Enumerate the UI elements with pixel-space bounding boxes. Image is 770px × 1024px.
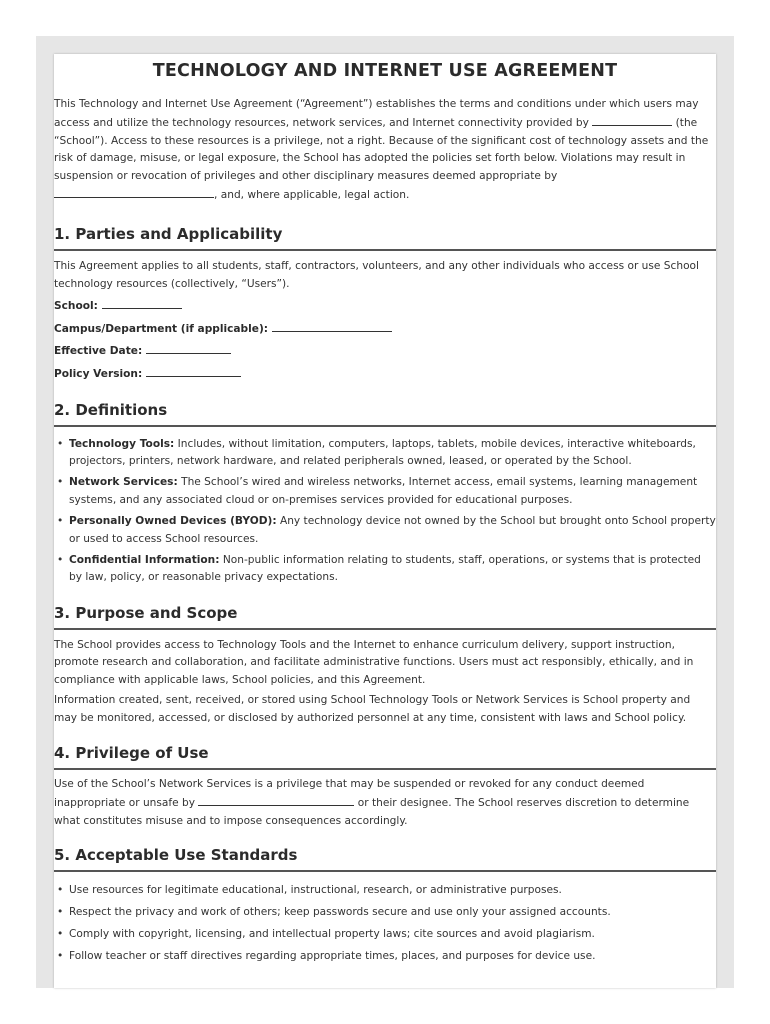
intro-text-2: (the “School”). Access to these resources is a privilege, not a right. Because of the significant cost of technology assets and the risk of damage, misuse, or legal exposure, the School has adopted the policies set forth below. Violations may result in suspension or revocation of privileges and other disciplinary measures deemed appropriate by: [54, 117, 709, 182]
intro-text-1: This Technology and Internet Use Agreement (“Agreement”) establishes the terms and conditions under which users may access and utilize the technology resources, network services, and Internet connectivity provided by: [54, 98, 699, 130]
intro-paragraph: [54, 96, 716, 204]
definition-term: Personally Owned Devices (BYOD):: [69, 515, 277, 528]
acceptable-use-text: Follow teacher or staff directives regarding appropriate times, places, and purposes for device use.: [69, 950, 596, 963]
definition-text: Includes, without limitation, computers, laptops, tablets, mobile devices, interactive whiteboards, projectors, printers, network hardware, and related peripherals owned, leased, or operated by the School.: [69, 437, 696, 468]
definition-item: [54, 513, 716, 548]
intro-text-3: , and, where applicable, legal action.: [214, 189, 410, 202]
section-1-text: This Agreement applies to all students, staff, contractors, volunteers, and any other individuals who access or use School technology resources (collectively, “Users”).: [54, 260, 699, 290]
section-4-paragraph: [54, 776, 716, 830]
definition-text: The School’s wired and wireless networks, Internet access, email systems, learning management systems, and any associated cloud or on-premises services provided for educational purposes.: [69, 476, 698, 506]
definition-text: Non-public information relating to students, staff, operations, or systems that is protected by law, policy, or reasonable privacy expectations.: [69, 554, 701, 584]
definition-term: Technology Tools:: [69, 437, 175, 450]
definition-term: Network Services:: [69, 476, 178, 489]
definitions-list: [54, 436, 716, 587]
section-2-heading: 2. Definitions: [54, 400, 716, 427]
section-4-text-2: or their designee. The School reserves discretion to determine what constitutes misuse and to impose consequences accordingly.: [54, 797, 690, 827]
definition-term: Confidential Information:: [69, 554, 220, 567]
definition-item: [54, 552, 716, 587]
policy-version-blank[interactable]: [146, 364, 241, 377]
designee-blank[interactable]: [198, 793, 354, 806]
effective-date-label: Effective Date:: [54, 345, 143, 358]
page-content: [54, 54, 716, 966]
policy-version-label: Policy Version:: [54, 368, 143, 381]
effective-date-field: [54, 340, 716, 363]
acceptable-use-list: [54, 882, 716, 965]
section-4-text-1: Use of the School’s Network Services is a privilege that may be suspended or revoked for any conduct deemed inappropriate or unsafe by: [54, 777, 645, 810]
effective-date-blank[interactable]: [146, 341, 231, 354]
bullet-icon: •: [57, 950, 64, 963]
section-3-paragraph-1: The School provides access to Technology Tools and the Internet to enhance curriculum delivery, support instruction, promote research and collaboration, and facilitate administrative functions. Users must act responsibly, ethically, and in compliance with applicable laws, School policies, and this Agreement.: [54, 638, 694, 686]
acceptable-use-text: Use resources for legitimate educational, instructional, research, or administrative purposes.: [69, 884, 562, 897]
bullet-icon: •: [57, 928, 64, 941]
school-field-label: School:: [54, 300, 98, 313]
authority-blank[interactable]: [54, 185, 214, 198]
definition-text: Any technology device not owned by the School but brought onto School property or used to access School resources.: [69, 515, 716, 545]
section-1-heading: 1. Parties and Applicability: [54, 224, 716, 251]
school-name-blank[interactable]: [592, 113, 672, 126]
acceptable-use-item: [54, 904, 716, 921]
acceptable-use-item: [54, 948, 716, 965]
definition-item: [54, 436, 716, 471]
bullet-icon: •: [57, 554, 64, 567]
policy-version-field: [54, 363, 716, 386]
document-viewer: [36, 36, 734, 988]
campus-field: [54, 318, 716, 341]
acceptable-use-item: [54, 926, 716, 943]
section-4-heading: 4. Privilege of Use: [54, 743, 716, 770]
school-field: [54, 295, 716, 318]
section-5-heading: 5. Acceptable Use Standards: [54, 845, 716, 872]
section-3-heading: 3. Purpose and Scope: [54, 603, 716, 630]
bullet-icon: •: [57, 515, 64, 528]
school-field-blank[interactable]: [102, 296, 182, 309]
bullet-icon: •: [57, 437, 64, 450]
definition-item: [54, 474, 716, 509]
section-3-paragraph-2: Information created, sent, received, or stored using School Technology Tools or Network Services is School property and may be monitored, accessed, or disclosed by authorized personnel at any time, consistent with laws and School policy.: [54, 694, 691, 724]
bullet-icon: •: [57, 476, 64, 489]
bullet-icon: •: [57, 906, 64, 919]
campus-field-blank[interactable]: [272, 319, 392, 332]
campus-field-label: Campus/Department (if applicable):: [54, 322, 269, 335]
document-page: [54, 54, 716, 988]
acceptable-use-text: Comply with copyright, licensing, and intellectual property laws; cite sources and avoid plagiarism.: [69, 928, 595, 941]
document-title: TECHNOLOGY AND INTERNET USE AGREEMENT: [152, 61, 618, 81]
acceptable-use-text: Respect the privacy and work of others; keep passwords secure and use only your assigned accounts.: [69, 906, 611, 919]
bullet-icon: •: [57, 884, 64, 897]
acceptable-use-item: [54, 882, 716, 899]
